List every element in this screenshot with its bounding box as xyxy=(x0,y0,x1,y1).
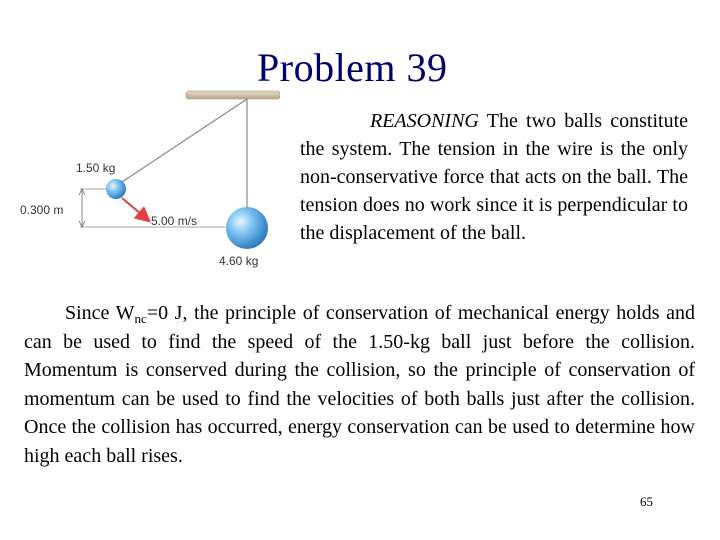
velocity-arrow xyxy=(122,198,148,220)
body-text-start: Since W xyxy=(65,302,135,324)
body-subscript: nc xyxy=(134,311,147,326)
pendulum-figure xyxy=(18,86,280,278)
page-number: 65 xyxy=(640,494,653,509)
height-label: 0.300 m xyxy=(20,203,64,217)
large-ball xyxy=(226,207,268,249)
small-mass-label: 1.50 kg xyxy=(76,161,116,175)
slide-title: Problem 39 xyxy=(257,45,448,90)
large-mass-label: 4.60 kg xyxy=(219,254,259,268)
speed-label: 5.00 m/s xyxy=(151,214,198,228)
body-text-rest: =0 J, the principle of conservation of mechanical energy holds and can be used to find the speed of the 1.50-kg ball just before the collision. Momentum is conserved during the collision, so the principle of conservation of momentum can be used to find the velocities of both balls just after the collision. Once the collision has occurred, energy conservation can be used to determine how high each ball rises. xyxy=(24,302,695,467)
reasoning-paragraph xyxy=(300,107,688,247)
pendulum-diagram xyxy=(18,86,280,278)
string-small xyxy=(116,99,247,186)
reasoning-text: The two balls constitute the system. The tension in the wire is the only non-conservative force that acts on the ball. The tension does no work since it is perpendicular to the displacement of the ball. xyxy=(300,110,689,244)
ceiling-support xyxy=(186,91,280,99)
body-paragraph xyxy=(24,299,695,470)
small-ball xyxy=(106,179,126,199)
reasoning-label: REASONING xyxy=(370,110,479,132)
